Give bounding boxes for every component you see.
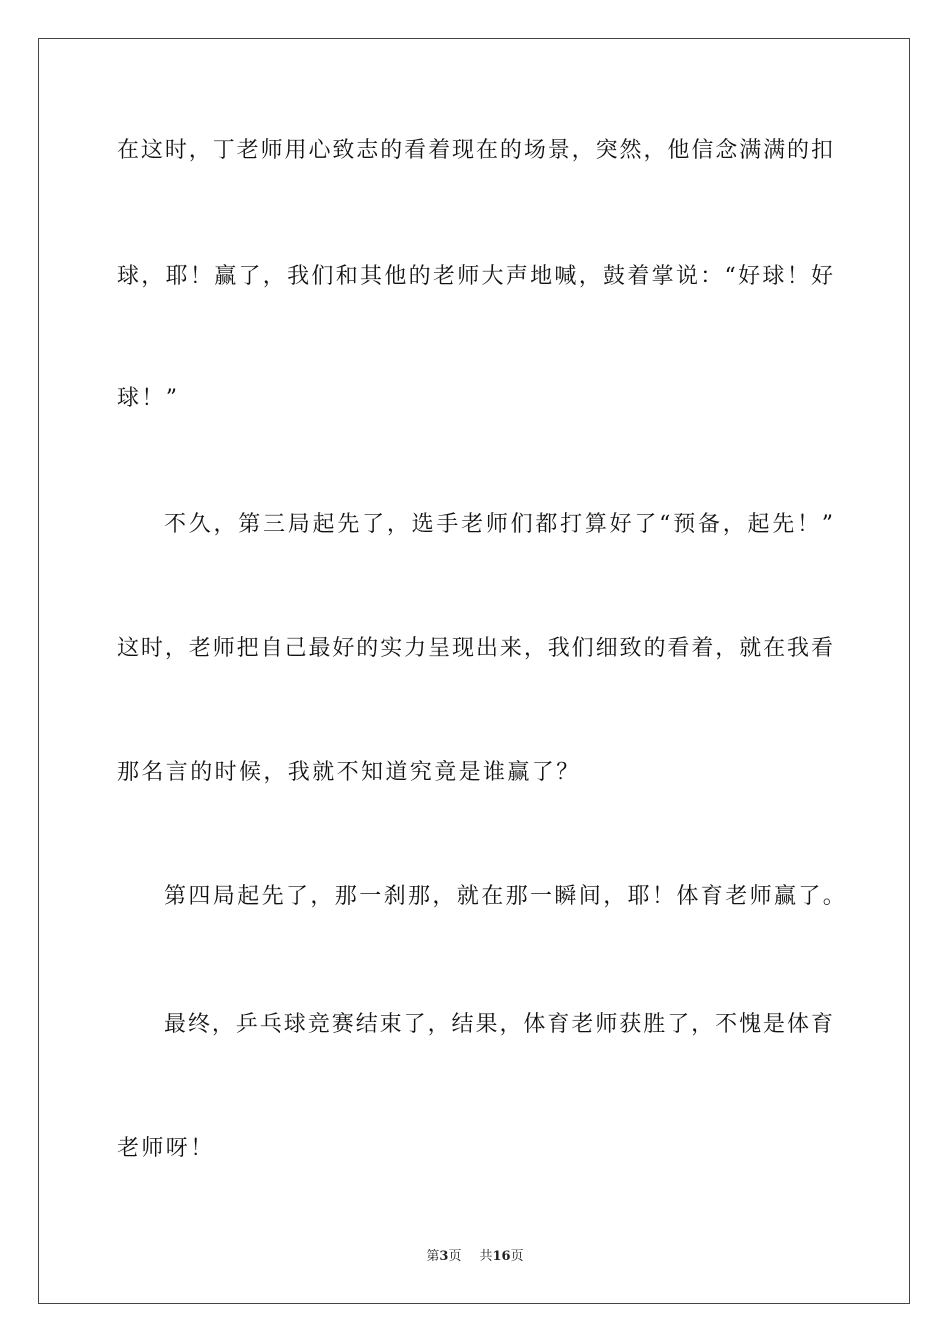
paragraph-line-8: 最终，乒乓球竞赛结束了，结果，体育老师获胜了，不愧是体育: [164, 1012, 833, 1037]
page-prefix: 第: [426, 1249, 440, 1264]
paragraph-line-3: 球！”: [117, 386, 180, 411]
page-footer: [0, 1248, 950, 1266]
total-pages: 16: [492, 1249, 511, 1264]
paragraph-line-6: 那名言的时候，我就不知道究竟是谁赢了？: [117, 760, 581, 785]
total-prefix: 共: [479, 1249, 493, 1264]
paragraph-line-9: 老师呀！: [117, 1136, 215, 1161]
total-suffix: 页: [510, 1249, 524, 1264]
page-suffix: 页: [448, 1249, 462, 1264]
paragraph-line-1: 在这时，丁老师用心致志的看着现在的场景，突然，他信念满满的扣: [117, 138, 833, 163]
paragraph-line-4: 不久，第三局起先了，选手老师们都打算好了“预备，起先！”: [164, 512, 833, 537]
paragraph-line-5: 这时，老师把自己最好的实力呈现出来，我们细致的看着，就在我看: [117, 636, 833, 661]
page-border: [38, 38, 910, 1304]
paragraph-line-2: 球，耶！赢了，我们和其他的老师大声地喊，鼓着掌说：“好球！好: [117, 264, 833, 289]
paragraph-line-7: 第四局起先了，那一刹那，就在那一瞬间，耶！体育老师赢了。: [164, 884, 848, 909]
page-number: 3: [439, 1249, 449, 1264]
